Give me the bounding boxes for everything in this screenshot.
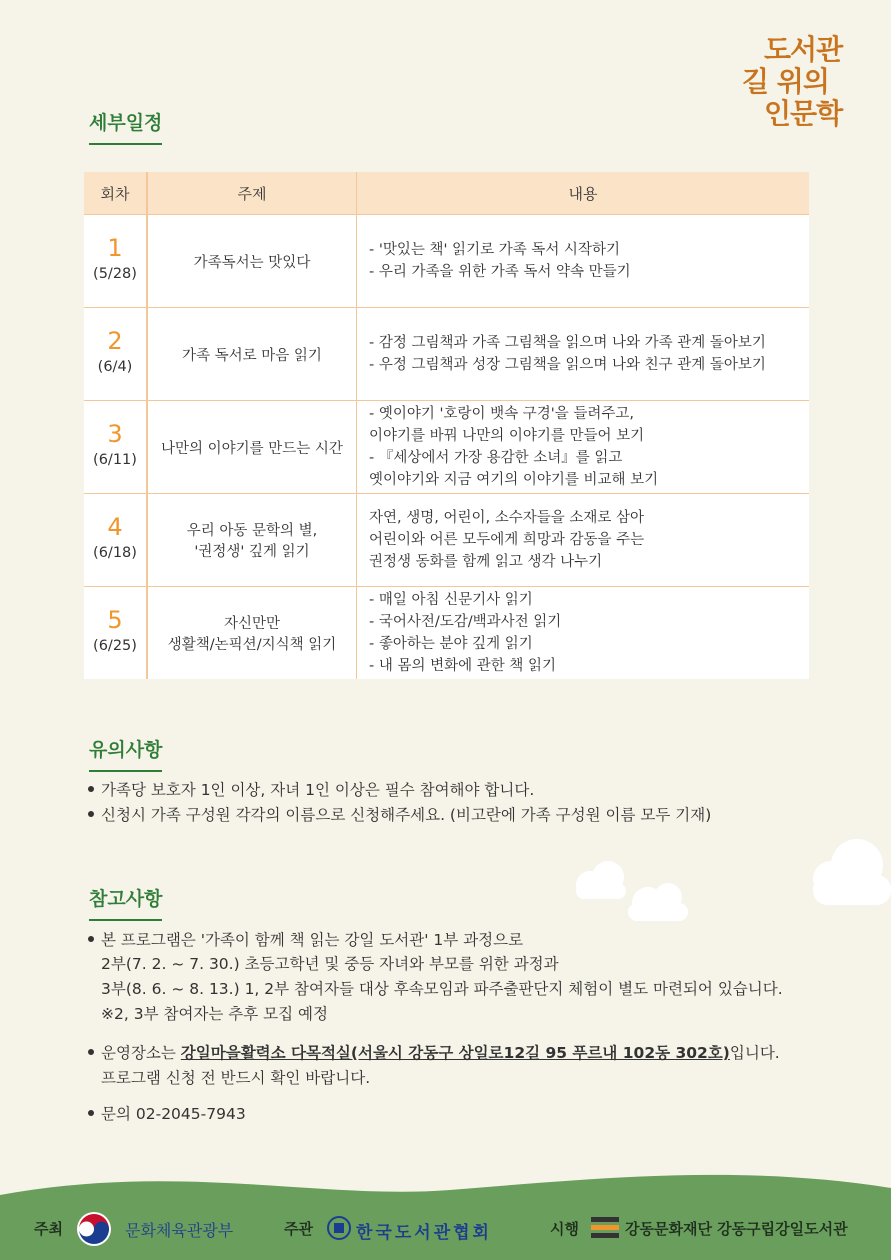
reference-item [88, 928, 523, 952]
foundation-logo-icon [591, 1217, 619, 1239]
session-cell [84, 587, 147, 680]
reference-text: 입니다. [729, 1044, 780, 1062]
schedule-header-row [84, 172, 809, 215]
session-cell [84, 494, 147, 587]
session-date: (6/4) [97, 359, 133, 375]
topic-line: 나만의 이야기를 만드는 시간 [161, 440, 343, 457]
session-date: (6/25) [93, 638, 137, 654]
content-cell [357, 308, 810, 401]
session-cell [84, 401, 147, 494]
reference-text: 운영장소는 [101, 1044, 181, 1062]
notice-item [88, 803, 711, 827]
session-number: 1 [107, 234, 123, 262]
green-ground [0, 1170, 891, 1260]
topic-line: 가족독서는 맛있다 [193, 254, 311, 271]
content-cell [357, 587, 810, 680]
content-line: - 우정 그림책과 성장 그림책을 읽으며 나와 친구 관계 돌아보기 [369, 357, 766, 373]
topic-cell [147, 401, 357, 494]
taegeuk-emblem-icon [75, 1210, 113, 1248]
content-cell [357, 215, 810, 308]
content-line: - 감정 그림책과 가족 그림책을 읽으며 나와 가족 관계 돌아보기 [369, 335, 766, 351]
notice-title: 유의사항 [89, 735, 162, 772]
content-line: - '맛있는 책' 읽기로 가족 독서 시작하기 [369, 242, 620, 258]
bullet-icon [88, 786, 94, 792]
executor-label: 시행 [550, 1220, 579, 1238]
bullet-icon [88, 811, 94, 817]
content-line: - 국어사전/도감/백과사전 읽기 [369, 614, 562, 630]
content-line: - 매일 아침 신문기사 읽기 [369, 592, 533, 608]
session-number: 4 [107, 513, 123, 541]
topic-cell [147, 308, 357, 401]
topic-line: 우리 아동 문학의 별, [186, 523, 318, 539]
content-line: 옛이야기와 지금 여기의 이야기를 비교해 보기 [369, 472, 659, 488]
reference-note: ※2, 3부 참여자는 추후 모집 예정 [101, 1005, 328, 1023]
contact-item [88, 1102, 246, 1126]
content-line: - 우리 가족을 위한 가족 독서 약속 만들기 [369, 264, 631, 280]
cloud-icon [805, 835, 891, 915]
schedule-table [84, 172, 809, 679]
notice-text: 가족당 보호자 1인 이상, 자녀 1인 이상은 필수 참여해야 합니다. [101, 781, 535, 799]
notice-item [88, 778, 534, 802]
contact-text: 문의 02-2045-7943 [101, 1105, 246, 1123]
topic-cell [147, 215, 357, 308]
notice-text: 신청시 가족 구성원 각각의 이름으로 신청해주세요. (비고란에 가족 구성원 이름 모두 기재) [101, 806, 712, 824]
content-cell [357, 401, 810, 494]
organizer-name: 한국도서관협회 [356, 1223, 492, 1243]
topic-line: 생활책/논픽션/지식책 읽기 [167, 637, 337, 653]
logo-line-1: 도서관 [764, 33, 843, 66]
session-cell [84, 308, 147, 401]
session-date: (6/11) [93, 452, 137, 468]
host-name: 문화체육관광부 [125, 1221, 234, 1240]
reference-text: 본 프로그램은 '가족이 함께 책 읽는 강일 도서관' 1부 과정으로 [101, 931, 524, 949]
header-session: 회차 [84, 172, 147, 215]
header-topic: 주제 [147, 172, 357, 215]
venue-address: 강일마을활력소 다목적실(서울시 강동구 상일로12길 95 푸르내 102동 302호) [180, 1044, 730, 1062]
logo-line-3: 인문학 [764, 97, 843, 130]
bullet-icon [88, 1110, 94, 1116]
cloud-icon [560, 855, 695, 930]
session-date: (5/28) [93, 266, 137, 282]
topic-line: '권정생' 깊게 읽기 [194, 544, 310, 560]
topic-line: 자신만만 [223, 616, 281, 632]
content-line: - 내 몸의 변화에 관한 책 읽기 [369, 658, 556, 674]
bullet-icon [88, 1049, 94, 1055]
content-line: 이야기를 바꿔 나만의 이야기를 만들어 보기 [369, 428, 645, 444]
session-number: 2 [107, 327, 123, 355]
bullet-icon [88, 936, 94, 942]
table-row [84, 308, 809, 401]
content-line: 어린이와 어른 모두에게 희망과 감동을 주는 [369, 532, 645, 548]
kla-emblem-icon [326, 1214, 352, 1242]
session-cell [84, 215, 147, 308]
table-row [84, 401, 809, 494]
content-cell [357, 494, 810, 587]
table-row [84, 587, 809, 680]
program-logo [742, 33, 854, 130]
content-line: 권정생 동화를 함께 읽고 생각 나누기 [369, 554, 603, 570]
session-number: 3 [107, 420, 123, 448]
content-line: - 좋아하는 분야 깊게 읽기 [369, 636, 533, 652]
topic-cell [147, 587, 357, 680]
reference-text: 3부(8. 6. ~ 8. 13.) 1, 2부 참여자들 대상 후속모임과 파주출판단지 체험이 별도 마련되어 있습니다. [101, 980, 783, 998]
host-label: 주최 [34, 1220, 63, 1238]
topic-line: 가족 독서로 마음 읽기 [182, 347, 322, 364]
reference-item [88, 1041, 780, 1065]
topic-cell [147, 494, 357, 587]
content-line: - 옛이야기 '호랑이 뱃속 구경'을 들려주고, [369, 406, 634, 422]
table-row [84, 215, 809, 308]
session-date: (6/18) [93, 545, 137, 561]
content-line: - 『세상에서 가장 용감한 소녀』를 읽고 [369, 450, 623, 466]
content-line: 자연, 생명, 어린이, 소수자들을 소재로 삼아 [369, 510, 644, 526]
header-content: 내용 [357, 172, 810, 215]
logo-line-2: 길 위의 [742, 65, 829, 98]
table-row [84, 494, 809, 587]
executor-name: 강동문화재단 강동구립강일도서관 [625, 1220, 848, 1238]
session-number: 5 [107, 606, 123, 634]
schedule-title: 세부일정 [89, 108, 162, 145]
reference-text: 2부(7. 2. ~ 7. 30.) 초등고학년 및 중등 자녀와 부모를 위한 과정과 [101, 955, 559, 973]
organizer-label: 주관 [284, 1220, 313, 1238]
reference-title: 참고사항 [89, 884, 162, 921]
reference-text: 프로그램 신청 전 반드시 확인 바랍니다. [101, 1069, 371, 1087]
